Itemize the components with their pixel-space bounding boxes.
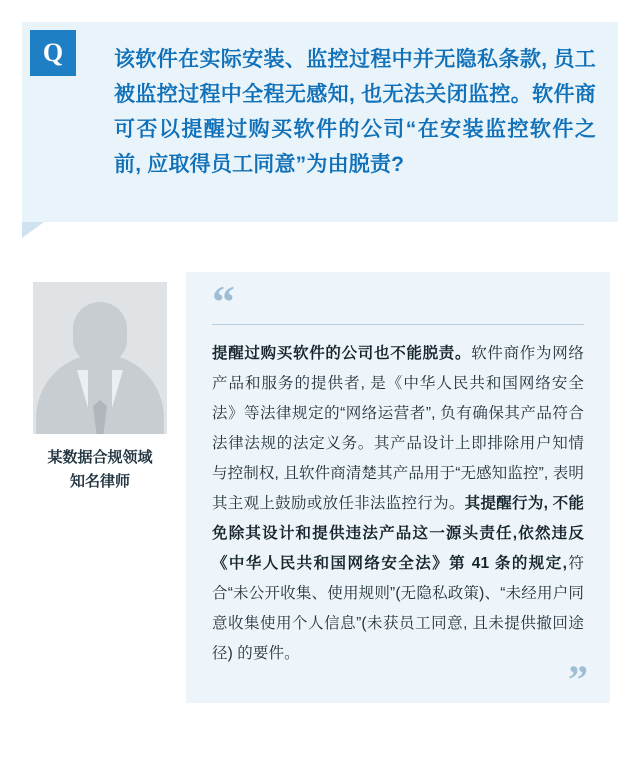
answer-segment: 符合“未公开收集、使用规则”(无隐私政策)、“未经用户同意收集使用个人信息”(未获员工同意, 且未提供撤回途径) 的要件。	[212, 555, 584, 662]
answer-card	[186, 272, 610, 703]
answer-text	[212, 339, 584, 669]
folded-corner	[22, 222, 44, 238]
answer-segment: 提醒过购买软件的公司也不能脱责。	[212, 345, 472, 362]
quote-close-icon: ”	[568, 657, 588, 702]
question-text: 该软件在实际安装、监控过程中并无隐私条款, 员工被监控过程中全程无感知, 也无法关闭监控。软件商可否以提醒过购买软件的公司“在安装监控软件之前, 应取得员工同意”为由脱责?	[114, 48, 596, 176]
quote-open-icon: “	[212, 276, 235, 327]
avatar	[33, 282, 167, 434]
avatar-collar-left-icon	[77, 370, 88, 408]
avatar-collar-right-icon	[112, 370, 123, 408]
bottom-bar	[0, 738, 640, 762]
answer-segment: 依然违反《中华人民共和国网络安全法》第 41 条的规定,	[212, 525, 584, 572]
divider	[212, 324, 584, 325]
author-name-line2: 知名律师	[69, 473, 130, 490]
author-block	[30, 282, 170, 494]
author-name-line1: 某数据合规领域	[47, 449, 153, 466]
question-card	[22, 22, 618, 222]
answer-segment: 其提醒行为, 不能免除其设计和提供违法产品这一源头责任,	[212, 495, 585, 542]
question-badge: Q	[30, 30, 76, 76]
answer-segment: 软件商作为网络产品和服务的提供者, 是《中华人民共和国网络安全法》等法律规定的“网络运营者”, 负有确保其产品符合法律法规的法定义务。其产品设计上即排除用户知情与控制权, 且软件商清楚其产品用于“无感知监控”, 表明其主观上鼓励或放任非法监控行为。	[212, 345, 585, 512]
